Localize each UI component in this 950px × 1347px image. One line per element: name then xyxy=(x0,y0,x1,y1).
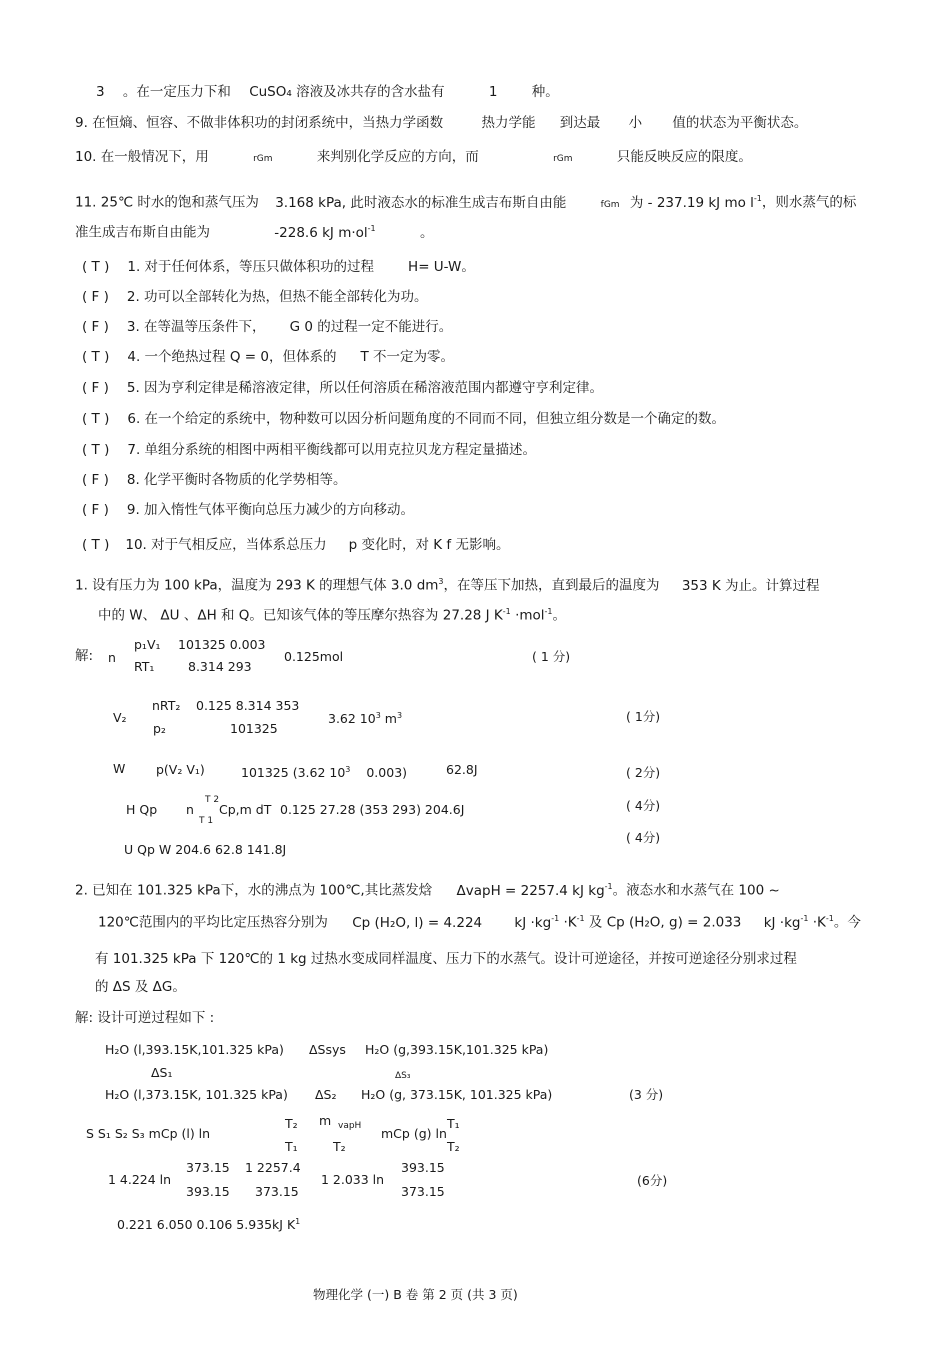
tf-item: ( F ) 5. 因为亨利定律是稀溶液定律，所以任何溶质在稀溶液范围内都遵守亨利定律。 xyxy=(82,380,604,396)
problem-2-line-3: 有 101.325 kPa 下 120℃的 1 kg 过热水变成同样温度、压力下的水蒸气。设计可逆途径，并按可逆途径分别求过程 xyxy=(95,951,797,967)
score: ( 1分) xyxy=(626,709,661,724)
score: ( 4分) xyxy=(626,798,661,813)
tf-answer: ( F ) xyxy=(82,319,109,335)
tf-answer: ( F ) xyxy=(82,289,109,305)
tf-answer: ( F ) xyxy=(82,502,109,518)
solution-label: 解: xyxy=(75,648,94,664)
tf-item: ( F ) 9. 加入惰性气体平衡向总压力减少的方向移动。 xyxy=(82,502,415,518)
tf-answer: ( F ) xyxy=(82,472,109,488)
problem-2-line-2: 120℃范围内的平均比定压热容分别为 Cp (H₂O, l) = 4.224 kJ $\cdot kg^{-1} \cdot K^{-1}$ 及 Cp (H₂O, g) = 2.033 kJ $\cdot kg^{-1} \cdot K^{-1}$。今 xyxy=(98,914,861,931)
problem-1-line-2: 中的 W、 ΔU 、ΔH 和 Q。已知该气体的等压摩尔热容为 27.28 J $K^{-1} \cdot mol^{-1}$。 xyxy=(98,607,567,624)
tf-answer: ( F ) xyxy=(82,380,109,396)
tf-item: ( F ) 8. 化学平衡时各物质的化学势相等。 xyxy=(82,472,347,488)
tf-item: ( F ) 3. 在等温等压条件下， G 0 的过程一定不能进行。 xyxy=(82,319,453,335)
tf-answer: ( T ) xyxy=(82,442,110,458)
fill-line-3: 3 。在一定压力下和 CuSO₄ 溶液及冰共存的含水盐有 1 种。 xyxy=(96,84,559,100)
tf-item: ( T ) 6. 在一个给定的系统中，物种数可以因分析问题角度的不同而不同，但独立组分数是一个确定的数。 xyxy=(82,411,726,427)
score: (6分) xyxy=(637,1173,668,1188)
tf-item: ( T ) 10. 对于气相反应，当体系总压力 p 变化时，对 K f 无影响。 xyxy=(82,537,510,553)
solution-label: 解: 设计可逆过程如下 : xyxy=(75,1010,215,1026)
tf-item: ( T ) 1. 对于任何体系，等压只做体积功的过程 H= U-W。 xyxy=(82,259,475,275)
page-footer: 物理化学 (一) B 卷 第 2 页 (共 3 页) xyxy=(313,1287,518,1302)
problem-2-line-4: 的 ΔS 及 ΔG。 xyxy=(95,979,186,995)
fill-question-11b: 准生成吉布斯自由能为 -228.6 kJ $m\cdot ol^{-1}$ 。 xyxy=(75,224,434,241)
tf-item: ( T ) 4. 一个绝热过程 Q = 0，但体系的 T 不一定为零。 xyxy=(82,349,454,365)
tf-answer: ( T ) xyxy=(82,537,110,553)
score: (3 分) xyxy=(629,1087,664,1102)
tf-item: ( F ) 2. 功可以全部转化为热，但热不能全部转化为功。 xyxy=(82,289,428,305)
problem-1-line-1: 1. 设有压力为 100 kPa，温度为 293 K 的理想气体 3.0 $dm^3$，在等压下加热，直到最后的温度为 353 K 为止。计算过程 xyxy=(75,577,820,594)
fill-question-9: 9. 在恒熵、恒容、不做非体积功的封闭系统中，当热力学函数 热力学能 到达最 小 值的状态为平衡状态。 xyxy=(75,115,808,131)
score: ( 2分) xyxy=(626,765,661,780)
score: ( 1 分) xyxy=(532,649,571,664)
tf-answer: ( T ) xyxy=(82,411,110,427)
tf-answer: ( T ) xyxy=(82,259,110,275)
fill-question-10: 10. 在一般情况下，用 rGm 来判别化学反应的方向，而 rGm 只能反映反应的限度。 xyxy=(75,149,752,165)
problem-2-line-1: 2. 已知在 101.325 kPa下，水的沸点为 100℃,其比蒸发焓 ΔvapH = 2257.4 kJ $kg^{-1}$。液态水和水蒸气在 100 ~ xyxy=(75,882,780,899)
tf-item: ( T ) 7. 单组分系统的相图中两相平衡线都可以用克拉贝龙方程定量描述。 xyxy=(82,442,537,458)
fill-question-11a: 11. 25℃ 时水的饱和蒸气压为 3.168 kPa, 此时液态水的标准生成吉布斯自由能 fGm 为 - 237.19 kJ mo $l^{-1}$，则水蒸气的标 xyxy=(75,194,857,211)
score: ( 4分) xyxy=(626,830,661,845)
tf-answer: ( T ) xyxy=(82,349,110,365)
